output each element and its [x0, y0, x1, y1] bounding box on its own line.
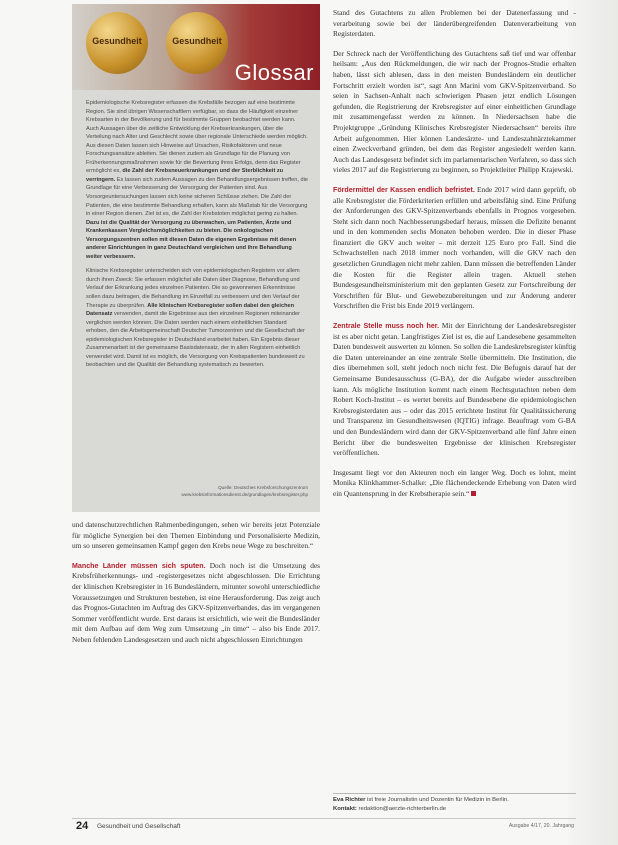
- paragraph-text: Doch noch ist die Umsetzung des Krebsfrüherkennungs- und -registergesetzes nicht abgeschlossen. Die Errichtung der klinischen Krebsregister in 16 Bundesländern, mitunter sowohl unterschiedliche Voraussetzungen und Strukturen bestehen, ist eine Herausforderung. Das zeigt auch das Prognos-Gutachten im Auftrag des GKV-Spitzenverbandes, das im vergangenen Sommer veröffentlicht wurde. Erst daraus ist ersichtlich, wie weit die Bundesländer mit dem Aufbau auf dem Weg zum Umsetzung „in time“ – also bis Ende 2017. Neben fehlenden Landesgesetzen und auch nicht abgeschlossen Einrichtungen: [72, 560, 320, 644]
- contact-line: [333, 805, 576, 814]
- page-number: 24: [76, 820, 89, 832]
- subheading: Manche Länder müssen sich sputen.: [72, 561, 206, 570]
- article-right-column: [333, 8, 576, 500]
- author-bio: ist freie Journalistin und Dozentin für Medizin in Berlin.: [365, 797, 509, 803]
- footer-divider: [72, 818, 576, 819]
- article-paragraph: Stand des Gutachtens zu allen Problemen bei der Datenerfassung und -verarbeitung sowie bei der länderübergreifenden Datenverarbeitung von Registerdaten.: [333, 8, 576, 39]
- source-link[interactable]: www.krebsinformationsdienst.de/grundlagen/krebsregister.php: [181, 492, 308, 497]
- glossar-source: [148, 484, 308, 498]
- glossar-text: verwenden, damit die Ergebnisse aus den einzelnen Regionen miteinander verglichen werden können. Die Daten werden nach einem einheitlichen Standard erhoben, den die Arbeitsgemeinschaft Deutscher Tumorzentren und die Gesellschaft der epidemiologischen Krebsregister in Deutschland erarbeitet haben. Ein Ergebnis dieser Zusammenarbeit ist der gemeinsame Basisdatensatz, der in allen Registern einheitlich verwendet wird. Damit ist es möglich, die Versorgung von Krebspatienten bundesweit zu beobachten und die Qualität der Behandlung systematisch zu bewerten.: [86, 311, 305, 369]
- author-name: Eva Richter: [333, 797, 366, 803]
- glossar-body: [86, 99, 308, 376]
- issue-info: Ausgabe 4/17, 20. Jahrgang: [508, 823, 574, 829]
- glossar-highlight: Dazu ist die Qualität der Versorgung zu überwachen, um Patienten, Ärzte und Krankenkassen Vergleichsmöglichkeiten zu bieten. Die onkologischen Versorgungszentren sollen mit diesen Daten die eigenen Ergebnisse mit denen anderer Einrichtungen in ganz Deutschland vergleichen und ihre Behandlung weiter verbessern.: [86, 219, 297, 260]
- coin-image: [166, 12, 228, 74]
- glossar-text: Es lassen sich zudem Aussagen zu den Behandlungsergebnissen treffen, die Grundlage für eine Verbesserung der Versorgung der Patienten sind. Aus Vorsorgeuntersuchungen lassen sich keine sicheren Schlüsse ziehen. Die Zahl der Patienten, die eine bestimmte Behandlung erhalten, kann als Maßstab für die Versorgung in einer Region dienen. Ziel ist es, die Zahl der Krebstoten möglichst gering zu halten.: [86, 176, 308, 218]
- contact-label: Kontakt:: [333, 805, 357, 812]
- subheading: Zentrale Stelle muss noch her.: [333, 322, 440, 331]
- end-mark-icon: [471, 491, 476, 496]
- article-paragraph: [333, 185, 576, 312]
- subheading: Fördermittel der Kassen endlich befristet.: [333, 185, 475, 194]
- glossar-paragraph: [86, 99, 308, 261]
- glossar-title: Glossar: [234, 60, 314, 85]
- article-paragraph: [333, 321, 576, 459]
- glossar-highlight: die Zahl der Krebsneuerkrankungen und der Sterblichkeit zu verringern.: [86, 168, 284, 183]
- glossar-box: [72, 4, 320, 512]
- article-paragraph: [333, 468, 576, 500]
- glossar-paragraph: [86, 267, 308, 370]
- magazine-title: Gesundheit und Gesellschaft: [97, 823, 181, 830]
- coin-image: [86, 12, 148, 74]
- paragraph-text: Ende 2017 wird dann geprüft, ob alle Krebsregister die Förderkriterien erfüllen und arbeitsfähig sind. Eine Prüfung der Anforderungen des GKV-Spitzenverbands ebenfalls in Prognos vorgesehen. Steht sich dann noch Nachbesserungsbedarf heraus, müssen die Defizite benannt und in den kommenden sechs Monaten behoben werden. Die in dieser Phase finanziert die GKV auch weiter – mit derzeit 125 Euro pro Fall. Sind die Schwachstellen nach 2018 immer noch vorhanden, will die GKV nach den gesetzlichen Grundlagen nicht mehr zahlen. Dann müssen die betreffenden Länder die Kosten für die Register allein tragen. Aktuell stehen Bundesgesundheitsministerium mit den geplanten Gesetz zur Fortschreibung der Vorschriften für Blut- und Gewebezubereitungen und zur Änderung anderer Vorschriften die Frist bis Ende 2019 verlängern.: [333, 184, 576, 311]
- article-paragraph: Der Schreck nach der Veröffentlichung des Gutachtens saß tief und war offenbar heilsam: „Aus den Rückmeldungen, die wir nach der Prognos-Studie erhalten haben, lässt sich ablesen, dass in den meisten Bundesländern ein deutlicher Fortschritt erzielt worden ist“, sagt Ann Marini vom GKV-Spitzenverband. So seien in Sachsen-Anhalt nach schwierigen Phasen jetzt endlich Lösungen gefunden, die Registrierung der Krebsregister auf einer einheitlichen Grundlage mit zusammengefasst werden zu können. In Niedersachsen habe die Projektgruppe „Gründung Klinisches Krebsregister Niedersachsen“ bereits ihre Arbeit aufgenommen. Hier können Landesärzte- und Landeszahnärztekammer einen Zweckverband gründen, bei dem das Register angesiedelt werden kann. Auch das Landesgesetz befindet sich im parlamentarischen Verfahren, so dass sich vieles 2017 auf die Registrierung zu beginnen, so Projektleiter Philipp Krajewski.: [333, 48, 576, 175]
- glossar-text: Epidemiologische Krebsregister erfassen die Krebsfälle bezogen auf eine bestimmte Region. Sie sind übrigen Wissenschaftlern verfügbar, so dass die Häufigkeit einzelner Krebsarten in der Bevölkerung und für bestimmte Gruppen beobachtet werden kann. Auch Aussagen über die zeitliche Entwicklung der Krebserkrankungen, über die Verteilung nach Alter und Geschlecht sowie über regionale Unterschiede werden möglich. Aus diesen Daten lassen sich Hinweise auf Ursachen, Risikofaktoren und neue Forschungsansätze ableiten. Sie dienen zudem als Grundlage für die Planung von Früherkennungsmaßnahmen sowie für die Bewertung ihres Erfolgs, denn das Register ermöglicht es,: [86, 100, 308, 175]
- article-paragraph: und datenschutzrechtlichen Rahmenbedingungen, sehen wir bereits jetzt Potenziale für mögliche Synergien bei den Themen Einbindung und Personalisierte Medizin, um so unseren gemeinsamen Kampf gegen den Krebs neue Wege zu beschreiten.“: [72, 520, 320, 551]
- author-divider: [333, 793, 576, 794]
- source-line: Quelle: Deutsches Krebsforschungszentrum: [218, 485, 308, 490]
- author-info: [333, 796, 576, 813]
- author-line: [333, 796, 576, 805]
- paragraph-text: Mit der Einrichtung der Landeskrebsregister ist es aber nicht getan. Langfristiges Ziel ist es, die auf Landesebene gesammelten Daten bundesweit auswerten zu können. So sollen die Landeskrebsregister künftig die Daten untereinander an eine zentrale Stelle übermitteln. Die Institution, die dies übernehmen soll, steht jedoch noch nicht fest. Die Befugnis darauf hat der Gemeinsame Bundesausschuss (G-BA), der die Aufgabe wieder ausschreiben kann. Als mögliche Institution kommt nach einem Rechtsgutachten neben dem Robert Koch-Institut – es wertet bereits auf Bundesebene die epidemiologischen Krebsregisterdaten aus – oder das 2015 errichtete Institut für Qualitätssicherung und Transparenz im Gesundheitswesen (IQTIG) infrage. Beauftragt vom G-BA und den Bundesländern wird dann der GKV-Spitzenverband alle fünf Jahre einen Bericht über die bundesweiten Ergebnisse der klinischen Krebsregister veröffentlichen.: [333, 321, 577, 458]
- glossar-photo: [72, 4, 320, 90]
- article-left-column: [72, 520, 320, 646]
- article-paragraph: [72, 561, 320, 646]
- glossar-text: Klinische Krebsregister unterscheiden sich von epidemiologischen Registern vor allem durch ihren Zweck: Sie erfassen möglichst alle Daten über Diagnose, Behandlung und Verlauf der Erkrankung jedes einzelnen Patienten. Die so gewonnenen Erkenntnisse sollen dazu beitragen, die Behandlung im Einzelfall zu verbessern und den Verlauf der Therapie zu überprüfen.: [86, 268, 300, 309]
- paragraph-text: Insgesamt liegt vor den Akteuren noch ein langer Weg. Doch es lohnt, meint Monika Klinkhammer-Schalke: „Die flächendeckende Erhebung von Daten wird ein Quantensprung in der Krebstherapie sein.“: [333, 467, 576, 498]
- coin-label: Gesundheit: [92, 36, 142, 46]
- coin-label: Gesundheit: [172, 36, 222, 46]
- contact-email[interactable]: redaktion@aerzte-richterberlin.de: [356, 805, 447, 812]
- glossar-highlight: Alle klinischen Krebsregister sollen dabei den gleichen Datensatz: [86, 302, 295, 318]
